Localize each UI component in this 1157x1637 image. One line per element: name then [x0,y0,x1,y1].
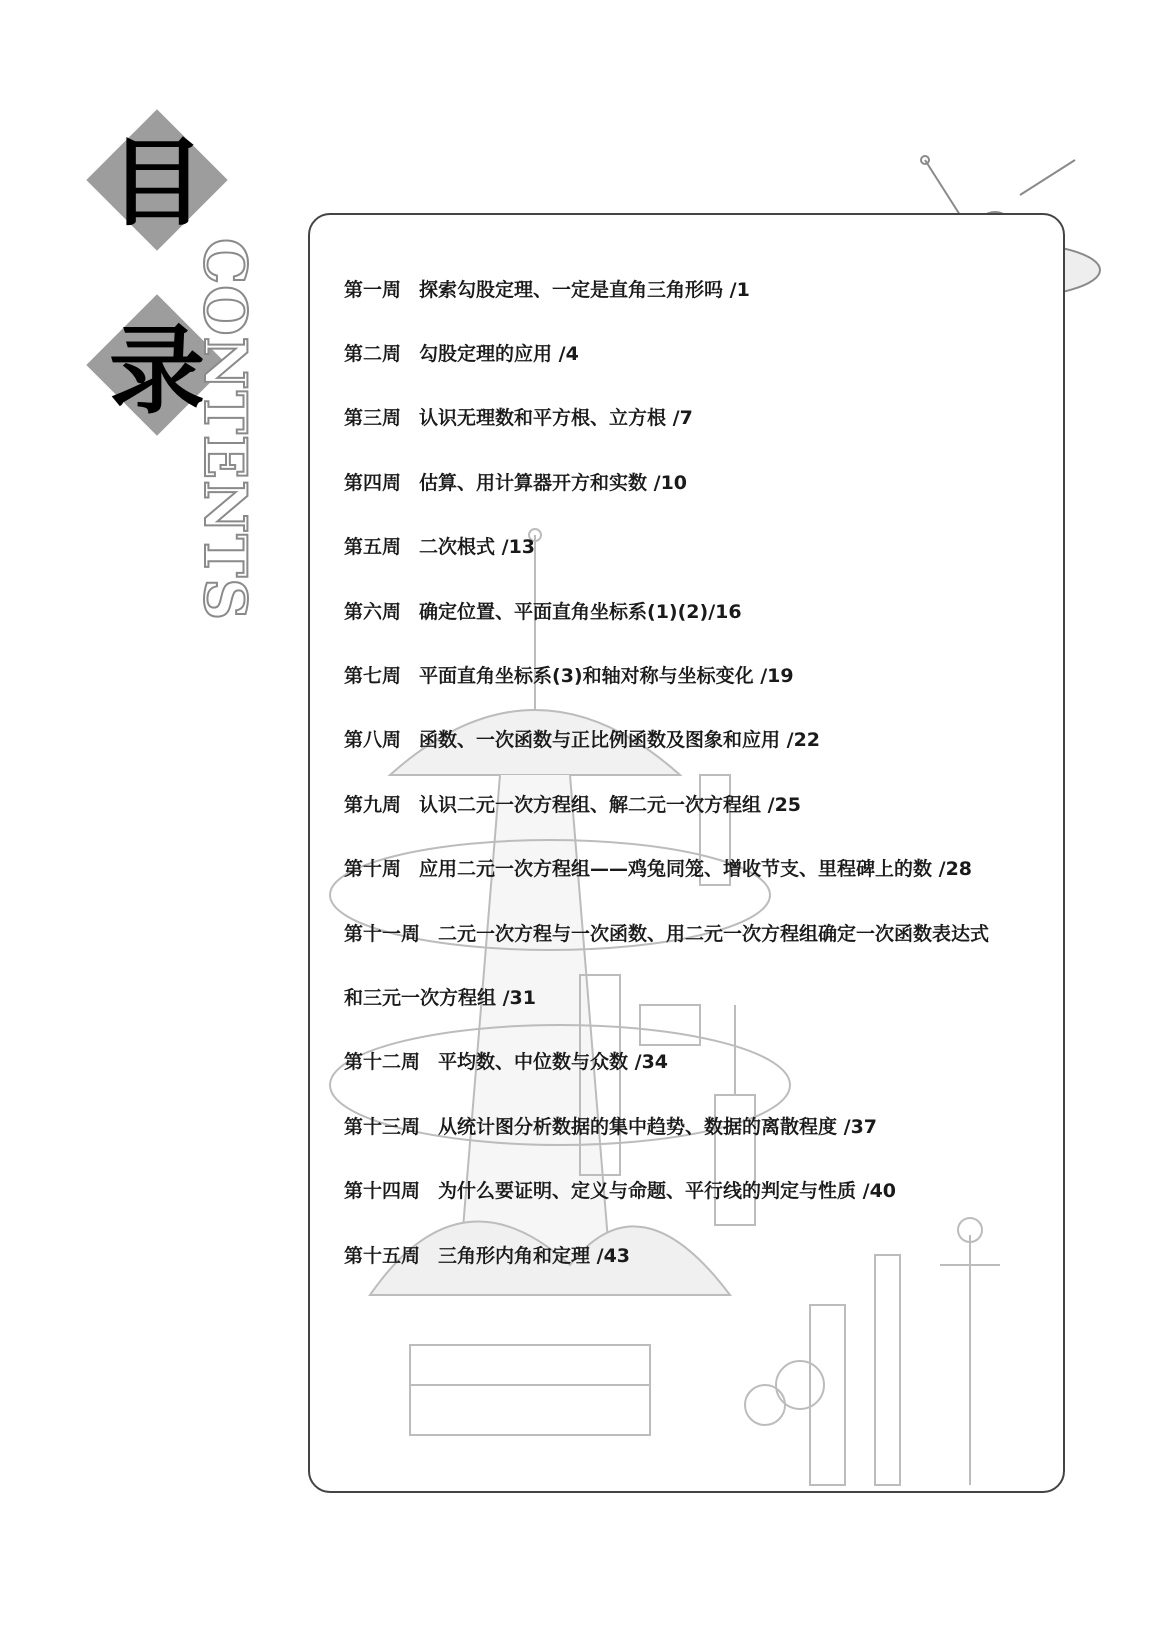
toc-title: 函数、一次函数与正比例函数及图象和应用 /22 [419,729,821,751]
toc-title: 和三元一次方程组 /31 [344,987,536,1009]
toc-week: 第七周 [344,665,402,687]
toc-week: 第四周 [344,472,402,494]
toc-week: 第十一周 [344,923,421,945]
toc-title: 二元一次方程与一次函数、用二元一次方程组确定一次函数表达式 [438,923,990,945]
toc-title: 应用二元一次方程组——鸡兔同笼、增收节支、里程碑上的数 /28 [419,858,973,880]
toc-item[interactable] [344,597,742,624]
toc-item[interactable] [344,468,687,495]
toc-item[interactable] [344,275,750,302]
toc-title: 二次根式 /13 [419,536,536,558]
toc-week: 第十周 [344,858,402,880]
toc-week: 第十四周 [344,1180,421,1202]
toc-title: 探索勾股定理、一定是直角三角形吗 /1 [419,279,750,301]
toc-week: 第十二周 [344,1051,421,1073]
toc-week: 第三周 [344,407,402,429]
heading-char-bottom: 录 [109,315,205,427]
heading-english: CONTENTS [191,238,259,622]
toc-item[interactable] [344,919,989,946]
toc-week: 第一周 [344,279,402,301]
toc-title: 勾股定理的应用 /4 [419,343,579,365]
toc-week: 第六周 [344,601,402,623]
toc-title: 确定位置、平面直角坐标系(1)(2)/16 [419,601,742,623]
toc-week: 第十五周 [344,1245,421,1267]
toc-title: 平均数、中位数与众数 /34 [438,1051,669,1073]
toc-title: 三角形内角和定理 /43 [438,1245,631,1267]
toc-heading [60,95,210,435]
toc-week: 第九周 [344,794,402,816]
toc-item[interactable] [344,1176,896,1203]
toc-week: 第二周 [344,343,402,365]
toc-item[interactable] [344,1047,668,1074]
toc-week: 第五周 [344,536,402,558]
heading-char-top: 目 [109,127,205,239]
toc-item[interactable] [344,1241,630,1268]
toc-week: 第十三周 [344,1116,421,1138]
toc-week: 第八周 [344,729,402,751]
toc-title: 认识无理数和平方根、立方根 /7 [419,407,693,429]
toc-item[interactable] [344,403,693,430]
toc-title: 平面直角坐标系(3)和轴对称与坐标变化 /19 [419,665,794,687]
toc-item[interactable] [344,661,794,688]
toc-item[interactable] [344,1112,877,1139]
toc-item[interactable] [344,854,972,881]
toc-item-continued[interactable] [344,983,536,1010]
toc-title: 估算、用计算器开方和实数 /10 [419,472,688,494]
toc-title: 为什么要证明、定义与命题、平行线的判定与性质 /40 [438,1180,897,1202]
toc-item[interactable] [344,725,820,752]
toc-title: 认识二元一次方程组、解二元一次方程组 /25 [419,794,802,816]
toc-frame [308,213,1065,1493]
toc-item[interactable] [344,532,535,559]
toc-item[interactable] [344,790,801,817]
toc-title: 从统计图分析数据的集中趋势、数据的离散程度 /37 [438,1116,878,1138]
toc-item[interactable] [344,339,579,366]
